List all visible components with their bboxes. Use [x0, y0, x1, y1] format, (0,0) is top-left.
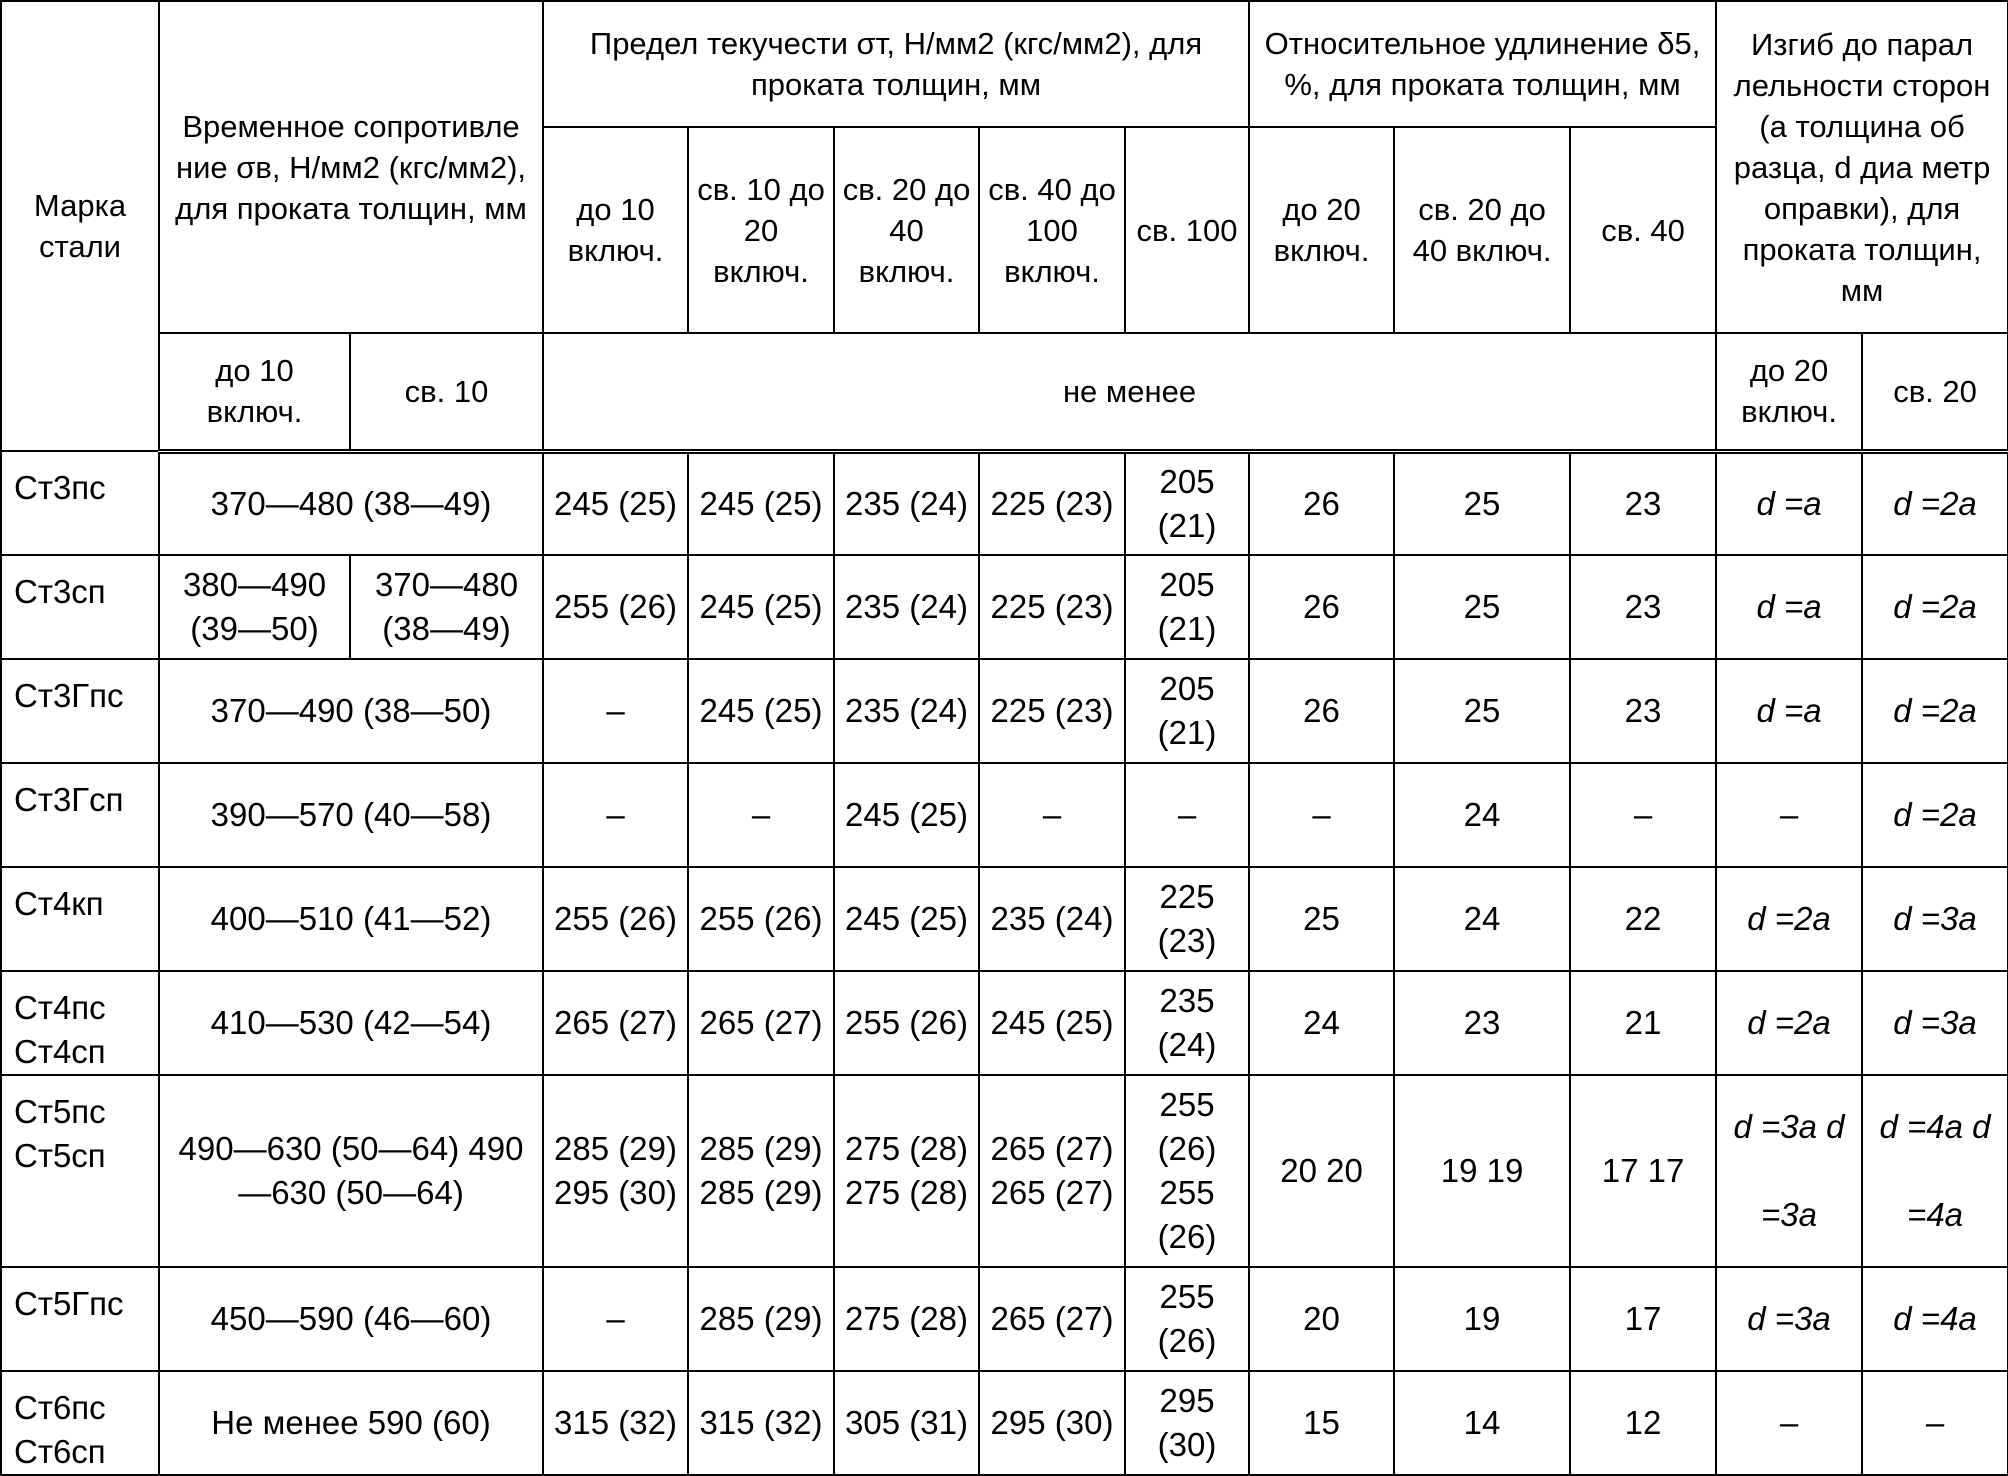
tensile-cell: 370—480 (38—49) — [350, 555, 543, 659]
yield-cell: 245 (25) — [688, 451, 834, 555]
bend-cell: d =3a — [1862, 971, 2008, 1075]
elong-col-3: св. 40 — [1570, 127, 1716, 333]
grade-cell: Ст3Гсп — [1, 763, 159, 867]
bend-cell: d =3a — [1716, 1267, 1862, 1371]
header-bend: Изгиб до парал лельности сторон (a толщина об разца, d диа метр оправки), для проката толщин, мм — [1716, 1, 2008, 333]
yield-cell: 235 (24) — [834, 555, 979, 659]
elong-cell: 25 — [1394, 451, 1570, 555]
tensile-cell: 370—480 (38—49) — [159, 451, 543, 555]
yield-cell: 235 (24) — [979, 867, 1125, 971]
elong-cell: 20 20 — [1249, 1075, 1394, 1267]
table-row — [1, 555, 2008, 659]
header-elongation: Относительное удлинение δ5, %, для проката толщин, мм — [1249, 1, 1716, 127]
bend-col-2: св. 20 — [1862, 333, 2008, 451]
bend-cell: d =2a — [1862, 659, 2008, 763]
header-row-1 — [1, 1, 2008, 127]
yield-cell: – — [1125, 763, 1249, 867]
elong-cell: 21 — [1570, 971, 1716, 1075]
yield-col-4: св. 40 до 100 включ. — [979, 127, 1125, 333]
elong-cell: 25 — [1394, 555, 1570, 659]
elong-cell: 20 — [1249, 1267, 1394, 1371]
tensile-cell: 410—530 (42—54) — [159, 971, 543, 1075]
table-row — [1, 867, 2008, 971]
table-row — [1, 971, 2008, 1075]
yield-cell: 265 (27) — [979, 1267, 1125, 1371]
elong-cell: 26 — [1249, 451, 1394, 555]
elong-cell: 15 — [1249, 1371, 1394, 1475]
tensile-col-1: до 10 включ. — [159, 333, 350, 451]
table-row — [1, 659, 2008, 763]
grade-cell: Ст3пс — [1, 451, 159, 555]
elong-cell: 19 19 — [1394, 1075, 1570, 1267]
yield-cell: 255 (26) — [543, 867, 688, 971]
yield-cell: 205 (21) — [1125, 451, 1249, 555]
yield-cell: – — [688, 763, 834, 867]
yield-col-3: св. 20 до 40 включ. — [834, 127, 979, 333]
yield-cell: 255 (26) 255 (26) — [1125, 1075, 1249, 1267]
table-row — [1, 763, 2008, 867]
yield-cell: – — [543, 763, 688, 867]
bend-cell: – — [1716, 763, 1862, 867]
grade-cell: Ст4пс Ст4сп — [1, 971, 159, 1075]
bend-cell: d =2a — [1862, 451, 2008, 555]
yield-cell: 285 (29) 285 (29) — [688, 1075, 834, 1267]
table-row — [1, 1075, 2008, 1267]
yield-cell: 245 (25) — [688, 555, 834, 659]
header-row-3 — [1, 333, 2008, 451]
tensile-cell: 400—510 (41—52) — [159, 867, 543, 971]
yield-cell: 205 (21) — [1125, 555, 1249, 659]
elong-cell: 17 17 — [1570, 1075, 1716, 1267]
grade-cell: Ст6пс Ст6сп — [1, 1371, 159, 1475]
table-row — [1, 1267, 2008, 1371]
header-yield: Предел текучести σт, Н/мм2 (кгс/мм2), для проката толщин, мм — [543, 1, 1249, 127]
yield-cell: 245 (25) — [979, 971, 1125, 1075]
grade-cell: Ст3сп — [1, 555, 159, 659]
yield-cell: 295 (30) — [979, 1371, 1125, 1475]
tensile-cell: 390—570 (40—58) — [159, 763, 543, 867]
yield-cell: – — [543, 659, 688, 763]
elong-cell: 24 — [1249, 971, 1394, 1075]
tensile-cell: 380—490 (39—50) — [159, 555, 350, 659]
elong-cell: 19 — [1394, 1267, 1570, 1371]
bend-cell: – — [1716, 1371, 1862, 1475]
elong-cell: 14 — [1394, 1371, 1570, 1475]
yield-cell: 265 (27) — [543, 971, 688, 1075]
bend-cell: d =a — [1716, 555, 1862, 659]
elong-cell: – — [1249, 763, 1394, 867]
elong-cell: 25 — [1394, 659, 1570, 763]
not-less-label: не менее — [543, 333, 1716, 451]
yield-cell: 245 (25) — [688, 659, 834, 763]
elong-cell: 26 — [1249, 659, 1394, 763]
tensile-cell: 370—490 (38—50) — [159, 659, 543, 763]
elong-cell: 24 — [1394, 763, 1570, 867]
yield-cell: 285 (29) 295 (30) — [543, 1075, 688, 1267]
yield-cell: 245 (25) — [543, 451, 688, 555]
yield-col-2: св. 10 до 20 включ. — [688, 127, 834, 333]
yield-cell: 255 (26) — [543, 555, 688, 659]
yield-cell: 275 (28) 275 (28) — [834, 1075, 979, 1267]
grade-cell: Ст5Гпс — [1, 1267, 159, 1371]
table-row — [1, 451, 2008, 555]
yield-cell: 315 (32) — [543, 1371, 688, 1475]
yield-cell: 245 (25) — [834, 763, 979, 867]
yield-cell: 255 (26) — [1125, 1267, 1249, 1371]
elong-cell: 26 — [1249, 555, 1394, 659]
bend-cell: d =3a — [1862, 867, 2008, 971]
tensile-cell: 490—630 (50—64) 490—630 (50—64) — [159, 1075, 543, 1267]
yield-cell: 315 (32) — [688, 1371, 834, 1475]
bend-cell: d =a — [1716, 451, 1862, 555]
yield-cell: 235 (24) — [834, 451, 979, 555]
yield-cell: 295 (30) — [1125, 1371, 1249, 1475]
elong-cell: 23 — [1570, 659, 1716, 763]
bend-cell: d =3a d =3a — [1716, 1075, 1862, 1267]
bend-cell: d =2a — [1862, 555, 2008, 659]
yield-cell: 235 (24) — [834, 659, 979, 763]
yield-cell: 225 (23) — [979, 659, 1125, 763]
elong-cell: 23 — [1570, 555, 1716, 659]
bend-cell: d =4a — [1862, 1267, 2008, 1371]
bend-col-1: до 20 включ. — [1716, 333, 1862, 451]
tensile-cell: 450—590 (46—60) — [159, 1267, 543, 1371]
yield-cell: 245 (25) — [834, 867, 979, 971]
yield-cell: 205 (21) — [1125, 659, 1249, 763]
elong-col-1: до 20 включ. — [1249, 127, 1394, 333]
elong-cell: 25 — [1249, 867, 1394, 971]
elong-cell: 17 — [1570, 1267, 1716, 1371]
bend-cell: – — [1862, 1371, 2008, 1475]
elong-cell: – — [1570, 763, 1716, 867]
yield-cell: 275 (28) — [834, 1267, 979, 1371]
header-tensile: Временное сопротивле ние σв, Н/мм2 (кгс/мм2), для проката толщин, мм — [159, 1, 543, 333]
yield-cell: – — [543, 1267, 688, 1371]
table-row — [1, 1371, 2008, 1475]
bend-cell: d =2a — [1716, 867, 1862, 971]
elong-cell: 12 — [1570, 1371, 1716, 1475]
yield-cell: 285 (29) — [688, 1267, 834, 1371]
yield-cell: 265 (27) — [688, 971, 834, 1075]
yield-cell: 255 (26) — [688, 867, 834, 971]
yield-cell: 225 (23) — [979, 555, 1125, 659]
yield-cell: 225 (23) — [979, 451, 1125, 555]
tensile-col-2: св. 10 — [350, 333, 543, 451]
elong-cell: 23 — [1394, 971, 1570, 1075]
header-grade: Марка стали — [1, 1, 159, 451]
grade-cell: Ст3Гпс — [1, 659, 159, 763]
grade-cell: Ст4кп — [1, 867, 159, 971]
bend-cell: d =2a — [1716, 971, 1862, 1075]
elong-col-2: св. 20 до 40 включ. — [1394, 127, 1570, 333]
yield-cell: – — [979, 763, 1125, 867]
elong-cell: 24 — [1394, 867, 1570, 971]
bend-cell: d =4a d =4a — [1862, 1075, 2008, 1267]
tensile-cell: Не менее 590 (60) — [159, 1371, 543, 1475]
elong-cell: 23 — [1570, 451, 1716, 555]
yield-cell: 225 (23) — [1125, 867, 1249, 971]
grade-cell: Ст5пс Ст5сп — [1, 1075, 159, 1267]
bend-cell: d =a — [1716, 659, 1862, 763]
yield-cell: 265 (27) 265 (27) — [979, 1075, 1125, 1267]
yield-cell: 305 (31) — [834, 1371, 979, 1475]
yield-col-5: св. 100 — [1125, 127, 1249, 333]
elong-cell: 22 — [1570, 867, 1716, 971]
yield-cell: 255 (26) — [834, 971, 979, 1075]
bend-cell: d =2a — [1862, 763, 2008, 867]
yield-cell: 235 (24) — [1125, 971, 1249, 1075]
yield-col-1: до 10 включ. — [543, 127, 688, 333]
